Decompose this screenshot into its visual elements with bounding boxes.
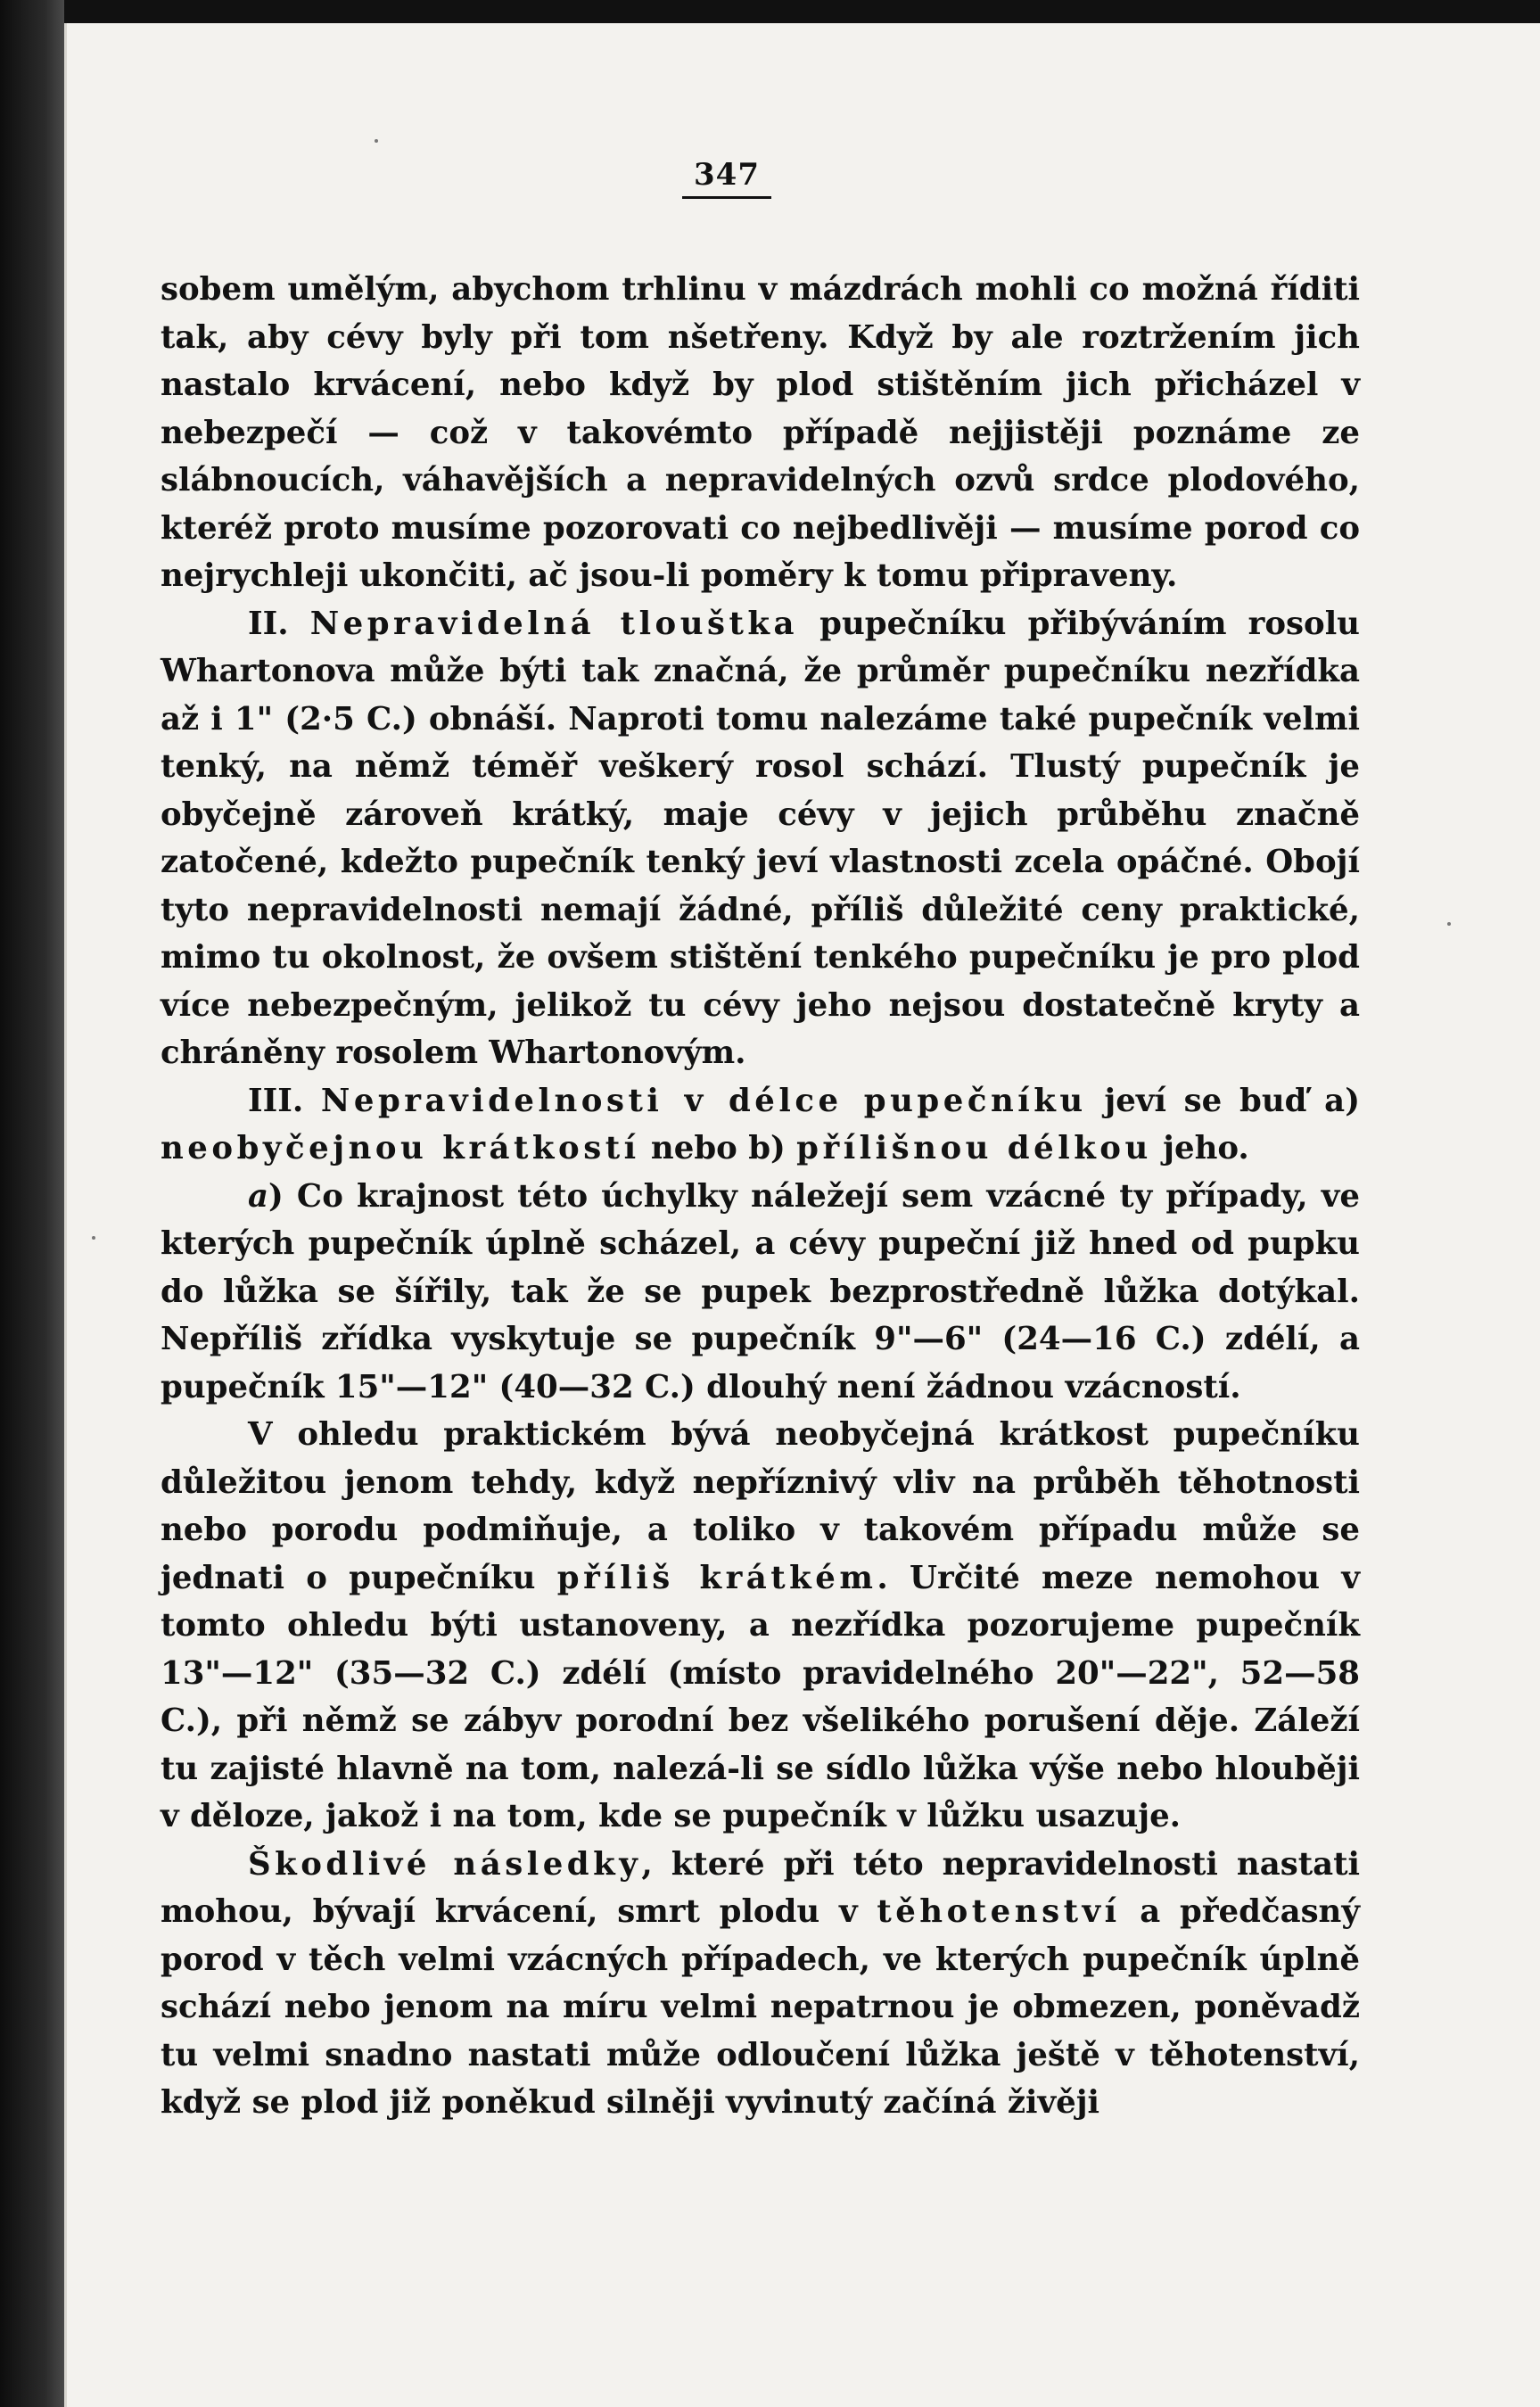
spaced-emphasis: neobyčejnou krátkostí: [161, 1130, 640, 1166]
paragraph-skodlive-nasledky: [161, 1841, 1360, 2127]
scan-speck: [375, 139, 378, 143]
paragraph-kratkost-a: [161, 1173, 1360, 1412]
scan-edge-top: [0, 0, 1540, 23]
italic-letter: a: [248, 1177, 269, 1215]
body-text: [161, 266, 1360, 2127]
spaced-emphasis: Nepravidelnosti v délce pupečníku: [320, 1082, 1087, 1119]
text-run: jeho.: [1151, 1130, 1249, 1166]
spaced-emphasis: Škodlivé následky: [248, 1845, 642, 1883]
spaced-emphasis: příliš krátkém: [556, 1559, 877, 1596]
text-run: nebo b): [639, 1130, 797, 1166]
scan-speck: [1447, 922, 1451, 926]
spaced-emphasis: přílišnou délkou: [796, 1130, 1152, 1166]
text-run: jeví se buď a): [1086, 1082, 1360, 1119]
paragraph-continuation: [161, 266, 1360, 600]
spaced-emphasis: těhotenství: [877, 1893, 1121, 1930]
text-run: pupečníku přibýváním rosolu Whartonova může býti tak značná, že průměr pupečníku nezřídka až i 1" (2·5 C.) obnáší. Naproti tomu nalezáme také pupečník velmi tenký, na němž téměř veškerý rosol schází. Tlustý pupečník je obyčejně zároveň krátký, maje cévy v jejich průběhu značně zatočené, kdežto pupečník tenký jeví vlastnosti zcela opáčné. Obojí tyto nepravidelnosti nemají žádné, příliš důležité ceny praktické, mimo tu okolnost, že ovšem stištění tenkého pupečníku je pro plod více nebezpečným, jelikož tu cévy jeho nejsou dostatečně kryty a chráněny rosolem Whartonovým.: [161, 605, 1360, 1071]
paragraph-tloustka: [161, 600, 1360, 1077]
text-run: sobem umělým, abychom trhlinu v mázdrách mohli co možná říditi tak, aby cévy byly při tom nšetřeny. Když by ale roztržením jich nastalo krvácení, nebo když by plod stištěním jich přicházel v nebezpečí — což v takovémto případě nejjistěji poznáme ze slábnoucích, váhavějších a nepravidelných ozvů srdce plodového, kteréž proto musíme pozorovati co nejbedlivěji — musíme porod co nejrychleji ukončiti, ač jsou-li poměry k tomu připraveny.: [161, 271, 1360, 594]
text-run: , které při této nepravidelnosti nastati mohou, bývají krvácení, smrt plodu v: [161, 1845, 1360, 1930]
spaced-emphasis: Nepravidelná tlouštka: [309, 605, 799, 642]
scan-speck: [92, 1236, 95, 1240]
paragraph-prakticky-ohled: [161, 1411, 1360, 1841]
text-run: V ohledu praktickém bývá neobyčejná krátkost pupečníku důležitou jenom tehdy, když nepříznivý vliv na průběh těhotnosti nebo porodu podmiňuje, a toliko v takovém případu může se jednati o pupečníku: [161, 1416, 1360, 1596]
page-number: 347: [694, 157, 760, 193]
text-run: III.: [248, 1082, 321, 1119]
scan-edge-left: [0, 0, 64, 2407]
text-run: ) Co krajnost této úchylky náležejí sem vzácné ty případy, ve kterých pupečník úplně scházel, a cévy pupeční již hned od pupku do lůžka se šířily, tak že se pupek bezprostředně lůžka dotýkal. Nepříliš zřídka vyskytuje se pupečník 9"—6" (24—16 C.) zdélí, a pupečník 15"—12" (40—32 C.) dlouhý není žádnou vzácností.: [161, 1177, 1360, 1405]
paragraph-delka-heading: [161, 1077, 1360, 1173]
text-run: . Určité meze nemohou v tomto ohledu býti ustanoveny, a nezřídka pozorujeme pupečník 13"—12" (35—32 C.) zdélí (místo pravidelného 20"—22", 52—58 C.), při němž se zábyv porodní bez všelikého porušení děje. Záleží tu zajisté hlavně na tom, nalezá-li se sídlo lůžka výše nebo hlouběji v děloze, jakož i na tom, kde se pupečník v lůžku usazuje.: [161, 1559, 1360, 1834]
book-page: [64, 23, 1540, 2407]
text-run: a předčasný porod v těch velmi vzácných případech, ve kterých pupečník úplně schází nebo jenom na míru velmi nepatrnou je obmezen, poněvadž tu velmi snadno nastati může odloučení lůžka ještě v těhotenství, když se plod již poněkud silněji vyvinutý začíná živěji: [161, 1893, 1360, 2121]
page-number-underline: [682, 196, 771, 199]
text-run: II.: [248, 605, 310, 642]
